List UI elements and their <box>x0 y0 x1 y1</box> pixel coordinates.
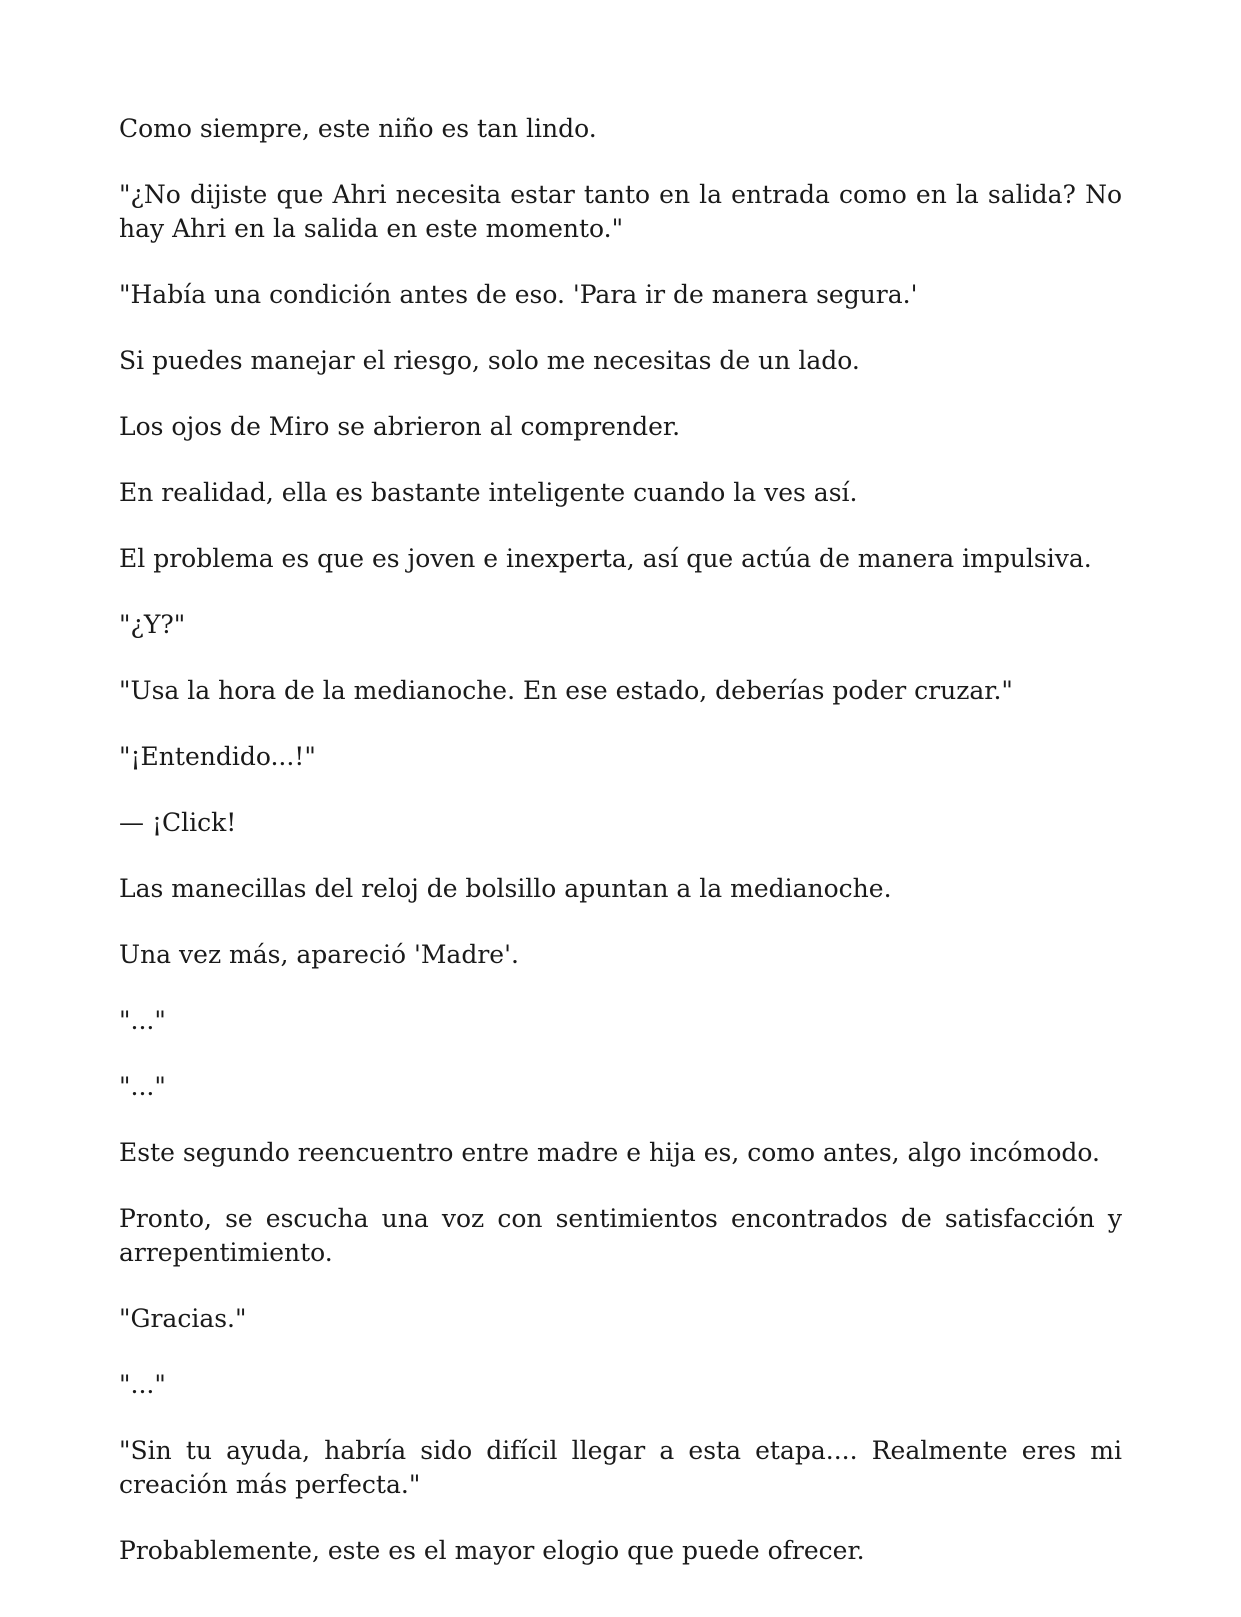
paragraph: "Sin tu ayuda, habría sido difícil llegar a esta etapa.... Realmente eres mi creación más perfecta." <box>119 1436 1122 1499</box>
paragraph: "Usa la hora de la medianoche. En ese estado, deberías poder cruzar." <box>119 676 1013 705</box>
paragraph: Como siempre, este niño es tan lindo. <box>119 114 597 143</box>
document-body <box>119 112 1122 1600</box>
paragraph: "..." <box>119 1370 166 1399</box>
paragraph: — ¡Click! <box>119 808 237 837</box>
paragraph: Los ojos de Miro se abrieron al comprender. <box>119 412 681 441</box>
paragraph: Una vez más, apareció 'Madre'. <box>119 940 519 969</box>
paragraph: Este segundo reencuentro entre madre e hija es, como antes, algo incómodo. <box>119 1138 1100 1167</box>
paragraph: "Había una condición antes de eso. 'Para ir de manera segura.' <box>119 280 918 309</box>
paragraph: "¡Entendido...!" <box>119 742 316 771</box>
paragraph: "..." <box>119 1006 166 1035</box>
paragraph: Probablemente, este es el mayor elogio que puede ofrecer. <box>119 1536 865 1565</box>
paragraph: El problema es que es joven e inexperta, así que actúa de manera impulsiva. <box>119 544 1092 573</box>
paragraph: En realidad, ella es bastante inteligente cuando la ves así. <box>119 478 858 507</box>
paragraph: Si puedes manejar el riesgo, solo me necesitas de un lado. <box>119 346 860 375</box>
paragraph: "Gracias." <box>119 1304 247 1333</box>
paragraph: "..." <box>119 1072 166 1101</box>
paragraph: "¿No dijiste que Ahri necesita estar tanto en la entrada como en la salida? No hay Ahri en la salida en este momento." <box>119 180 1122 243</box>
paragraph: "¿Y?" <box>119 610 186 639</box>
paragraph: Pronto, se escucha una voz con sentimientos encontrados de satisfacción y arrepentimiento. <box>119 1204 1122 1267</box>
paragraph: Las manecillas del reloj de bolsillo apuntan a la medianoche. <box>119 874 892 903</box>
